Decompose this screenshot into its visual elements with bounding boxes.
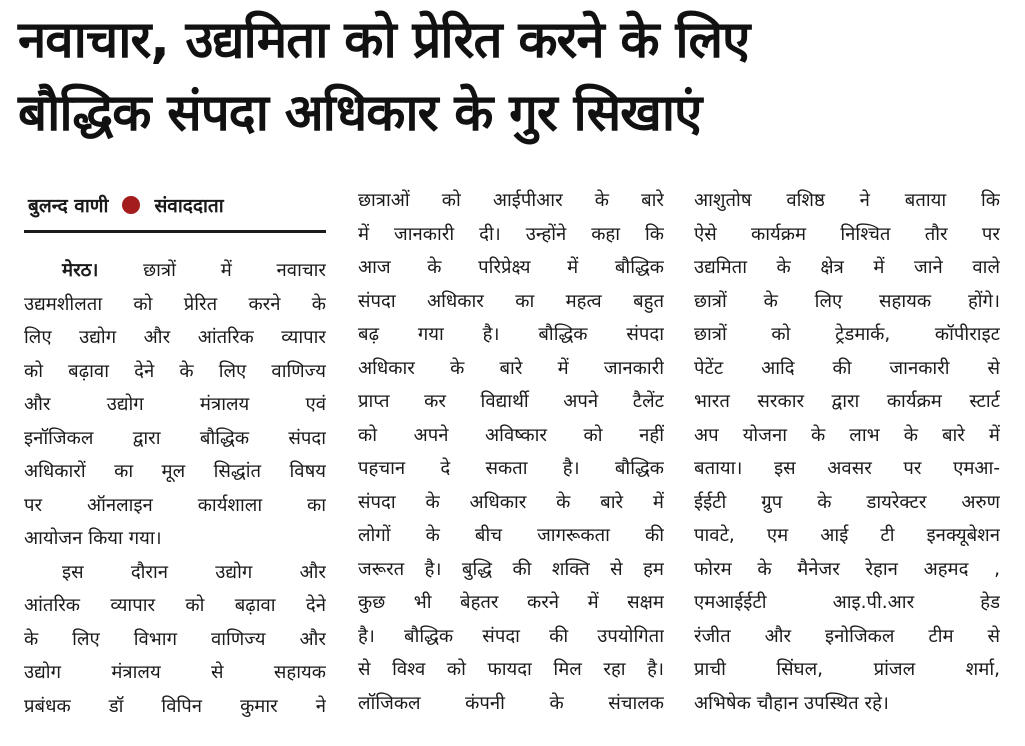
dateline: मेरठ।	[62, 260, 99, 281]
article-line: फोरम के मैनेजर रेहान अहमद ,	[694, 558, 1000, 580]
article-line: रंजीत और इनोजिकल टीम से	[694, 625, 1000, 647]
bullet-dot-icon	[122, 196, 140, 214]
article-line: पर ऑनलाइन कार्यशाला का	[24, 494, 326, 516]
article-line: ईईटी ग्रुप के डायरेक्टर अरुण	[694, 491, 1000, 513]
article-line: प्राप्त कर विद्यार्थी अपने टैलेंट	[358, 391, 664, 412]
article-line: छात्रों को ट्रेडमार्क, कॉपीराइट	[694, 324, 1000, 345]
article-line: को बढ़ावा देने के लिए वाणिज्य	[24, 360, 326, 382]
article-line: उद्यमिता के क्षेत्र में जाने वाले	[694, 257, 1000, 278]
article-column-3	[694, 184, 1000, 720]
article-line: बताया। इस अवसर पर एमआ-	[694, 458, 1000, 479]
article-line: संपदा अधिकार का महत्व बहुत	[358, 290, 664, 312]
article-line: छात्राओं को आईपीआर के बारे	[358, 190, 664, 211]
byline-publication: बुलन्द वाणी	[28, 195, 109, 217]
article-line: छात्रों के लिए सहायक होंगे।	[694, 290, 1000, 312]
article-line: संपदा के अधिकार के बारे में	[358, 491, 664, 513]
article-line: पेटेंट आदि की जानकारी से	[694, 357, 1000, 379]
article-line: अभिषेक चौहान उपस्थित रहे।	[694, 692, 889, 714]
article-line: पहचान दे सकता है। बौद्धिक	[358, 458, 664, 479]
article-line: लोगों के बीच जागरूकता की	[358, 525, 664, 546]
article-line: आंतरिक व्यापार को बढ़ावा देने	[24, 595, 326, 616]
headline	[18, 4, 1013, 150]
article-line: में जानकारी दी। उन्होंने कहा कि	[358, 223, 664, 245]
article-line: को अपने अविष्कार को नहीं	[358, 424, 664, 446]
article-line	[24, 254, 326, 288]
article-line: इनॉजिकल द्वारा बौद्धिक संपदा	[24, 427, 326, 449]
article-line: प्रबंधक डॉ विपिन कुमार ने	[24, 695, 326, 717]
article-line-text: छात्रों में नवाचार	[143, 260, 326, 281]
article-line: से विश्व को फायदा मिल रहा है।	[358, 659, 664, 680]
article-line: कुछ भी बेहतर करने में सक्षम	[358, 592, 664, 613]
article-line: जरूरत है। बुद्धि की शक्ति से हम	[358, 558, 664, 580]
article-line: बढ़ गया है। बौद्धिक संपदा	[358, 324, 664, 345]
article-line: उद्योग मंत्रालय से सहायक	[24, 662, 326, 683]
article-line: इस दौरान उद्योग और	[62, 561, 326, 583]
article-line: प्राची सिंघल, प्रांजल शर्मा,	[694, 659, 1000, 680]
article-line: अधिकारों का मूल सिद्धांत विषय	[24, 461, 326, 482]
headline-line-1: नवाचार, उद्यमिता को प्रेरित करने के लिए	[18, 11, 750, 70]
article-line: और उद्योग मंत्रालय एवं	[24, 394, 326, 415]
byline-divider	[24, 230, 326, 233]
article-line: भारत सरकार द्वारा कार्यक्रम स्टार्ट	[694, 391, 1000, 412]
article-line: आशुतोष वशिष्ठ ने बताया कि	[694, 190, 1000, 211]
article-line: पावटे, एम आई टी इनक्यूबेशन	[694, 525, 1000, 546]
article-line: लॉजिकल कंपनी के संचालक	[358, 692, 664, 714]
article-line: आज के परिप्रेक्ष्य में बौद्धिक	[358, 257, 664, 278]
article-column-1	[24, 254, 326, 723]
article-line: अप योजना के लाभ के बारे में	[694, 424, 1000, 446]
headline-line-2: बौद्धिक संपदा अधिकार के गुर सिखाएं	[18, 84, 702, 143]
article-line: आयोजन किया गया।	[24, 528, 162, 549]
article-line: लिए उद्योग और आंतरिक व्यापार	[24, 327, 326, 348]
article-line: एमआईईटी आइ.पी.आर हेड	[694, 592, 1000, 613]
byline	[28, 186, 326, 224]
article-line: अधिकार के बारे में जानकारी	[358, 357, 664, 379]
article-column-2	[358, 184, 664, 720]
article-line: उद्यमशीलता को प्रेरित करने के	[24, 293, 326, 315]
article-line: ऐसे कार्यक्रम निश्चित तौर पर	[694, 223, 1000, 245]
article-line: है। बौद्धिक संपदा की उपयोगिता	[358, 625, 664, 647]
byline-role: संवाददाता	[154, 195, 224, 217]
article-line: के लिए विभाग वाणिज्य और	[24, 628, 326, 650]
